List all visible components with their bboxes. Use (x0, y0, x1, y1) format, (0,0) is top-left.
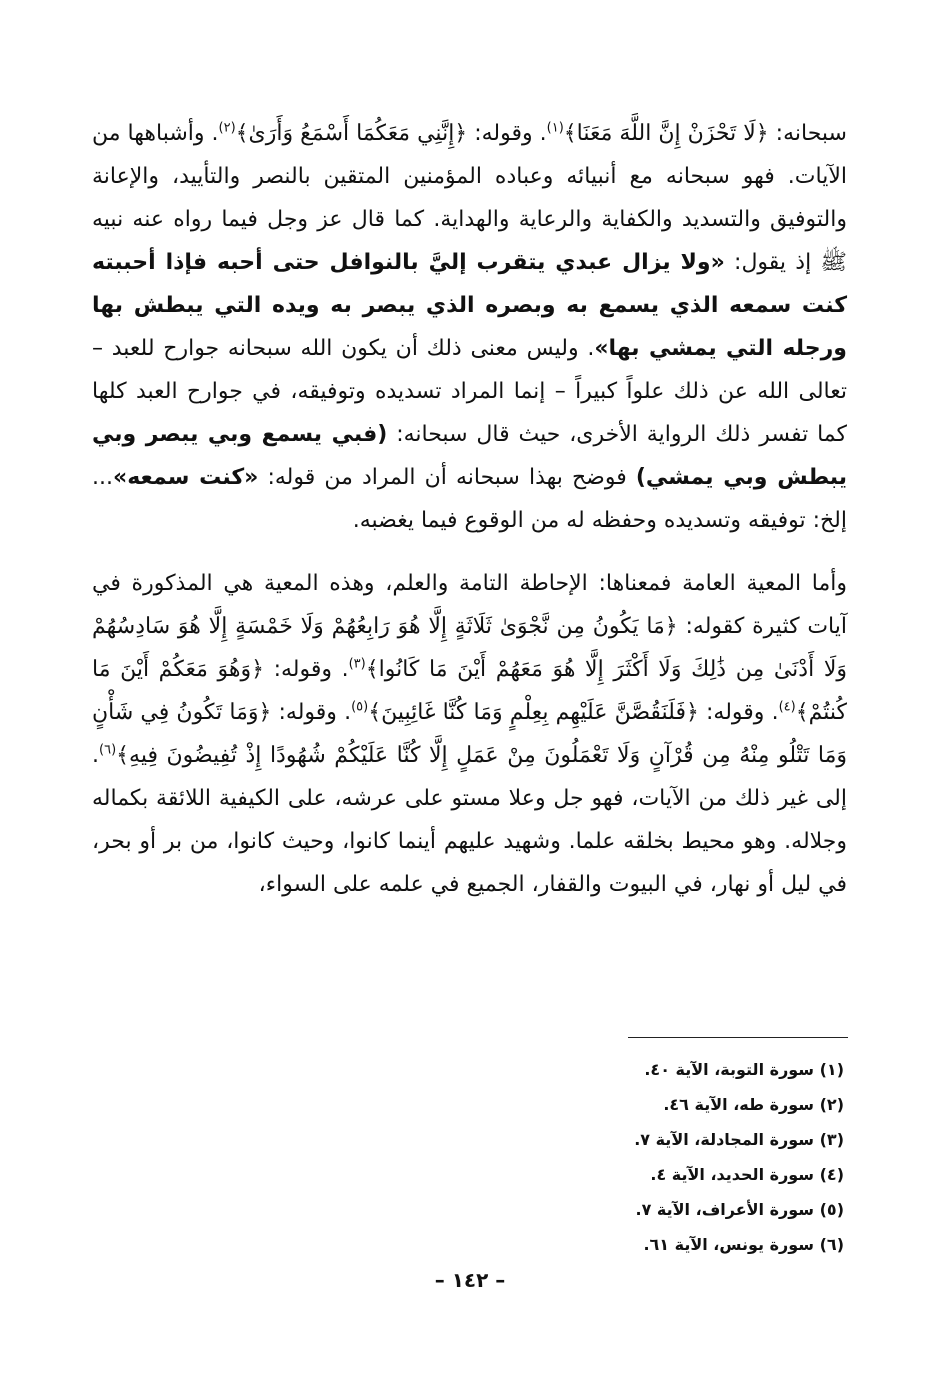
paragraph-divine-companionship-special (92, 112, 847, 542)
text-run: سبحانه: (768, 121, 847, 146)
footnote-ref: (٤) (778, 699, 796, 715)
page-body (92, 112, 847, 906)
text-run: . وقوله: (271, 700, 352, 725)
text-run: . إلى غير ذلك من الآيات، فهو جل وعلا مستو على عرشه، على الكيفية اللائقة بكماله وجلاله. وهو محيط بخلقه علما. وشهيد عليهم أينما كانوا، وحيث كانوا، من بر أو بحر، في ليل أو نهار، في البيوت والقفار، الجميع في علمه على السواء، (92, 743, 847, 897)
quran-verse: ﴿مَا يَكُونُ مِن نَّجْوَىٰ ثَلَاثَةٍ إِلَّا هُوَ رَابِعُهُمْ وَلَا خَمْسَةٍ إِلَّا هُوَ سَادِسُهُمْ وَلَا أَدْنَىٰ مِن ذَٰلِكَ وَلَا أَكْثَرَ إِلَّا هُوَ مَعَهُمْ أَيْنَ مَا كَانُوا﴾ (92, 614, 847, 682)
footnote-item: (١) سورة التوبة، الآية ٤٠. (644, 1060, 844, 1079)
text-run: . وأشباهها من الآيات. فهو سبحانه مع أنبيائه وعباده المؤمنين المتقين بالنصر والتأييد، والإعانة والتوفيق والتسديد والكفاية والرعاية والهداية. كما قال عز وجل فيما رواه عنه نبيه ﷺ إذ يقول: (92, 121, 847, 275)
footnote-item: (٦) سورة يونس، الآية ٦١. (643, 1235, 844, 1254)
text-run: وأما المعية العامة فمعناها: الإحاطة التامة والعلم، وهذه المعية هي المذكورة في آيات كثيرة كقوله: (92, 571, 847, 639)
footnote-item: (٤) سورة الحديد، الآية ٤. (650, 1165, 844, 1184)
text-run: ... إلخ: توفيقه وتسديده وحفظه له من الوقوع فيما يغضبه. (92, 465, 847, 533)
quran-verse: ﴿وَهُوَ مَعَكُمْ أَيْنَ مَا كُنتُمْ﴾ (92, 657, 848, 725)
footnote-ref: (١) (546, 120, 564, 136)
quran-verse: ﴿فَلَنَقُصَّنَّ عَلَيْهِم بِعِلْمٍ وَمَا كُنَّا غَائِبِينَ﴾ (368, 700, 699, 725)
quran-verse: ﴿إِنَّنِي مَعَكُمَا أَسْمَعُ وَأَرَىٰ﴾ (235, 121, 468, 146)
footnote-ref: (٢) (218, 120, 236, 136)
text-run: . وليس معنى ذلك أن يكون الله سبحانه جوارح للعبد – تعالى الله عن ذلك علواً كبيراً – إنما المراد تسديده وتوفيقه، في جوارح العبد كلها كما تفسر ذلك الرواية الأخرى، حيث قال سبحانه: (92, 336, 847, 447)
footnote-divider (628, 1037, 848, 1038)
footnote-item: (٢) سورة طه، الآية ٤٦. (663, 1095, 844, 1114)
footnotes-list (444, 1052, 844, 1262)
text-run: . وقوله: (698, 700, 779, 725)
footnote-item: (٥) سورة الأعراف، الآية ٧. (635, 1200, 844, 1219)
hadith-quote: «كنت سمعه» (112, 465, 259, 490)
hadith-quote: «ولا يزال عبدي يتقرب إليَّ بالنوافل حتى أحبه فإذا أحببته كنت سمعه الذي يسمع به وبصره الذي يبصر به ويده التي يبطش بها ورجله التي يمشي بها» (92, 250, 847, 361)
text-run: . وقوله: (263, 657, 349, 682)
text-run: . وقوله: (467, 121, 547, 146)
paragraph-divine-companionship-general (92, 562, 847, 906)
footnote-ref: (٦) (99, 742, 117, 758)
hadith-quote: (فبي يسمع وبي يبصر وبي يبطش وبي يمشي) (92, 422, 848, 490)
footnote-ref: (٥) (351, 699, 369, 715)
text-run: فوضح بهذا سبحانه أن المراد من قوله: (258, 465, 636, 490)
footnote-ref: (٣) (348, 656, 366, 672)
page-number: – ١٤٢ – (434, 1268, 506, 1292)
quran-verse: ﴿لَا تَحْزَنْ إِنَّ اللَّهَ مَعَنَا﴾ (563, 121, 769, 146)
footnote-item: (٣) سورة المجادلة، الآية ٧. (634, 1130, 844, 1149)
quran-verse: ﴿وَمَا تَكُونُ فِي شَأْنٍ وَمَا تَتْلُو مِنْهُ مِن قُرْآنٍ وَلَا تَعْمَلُونَ مِنْ عَمَلٍ إِلَّا كُنَّا عَلَيْكُمْ شُهُودًا إِذْ تُفِيضُونَ فِيهِ﴾ (92, 700, 847, 768)
